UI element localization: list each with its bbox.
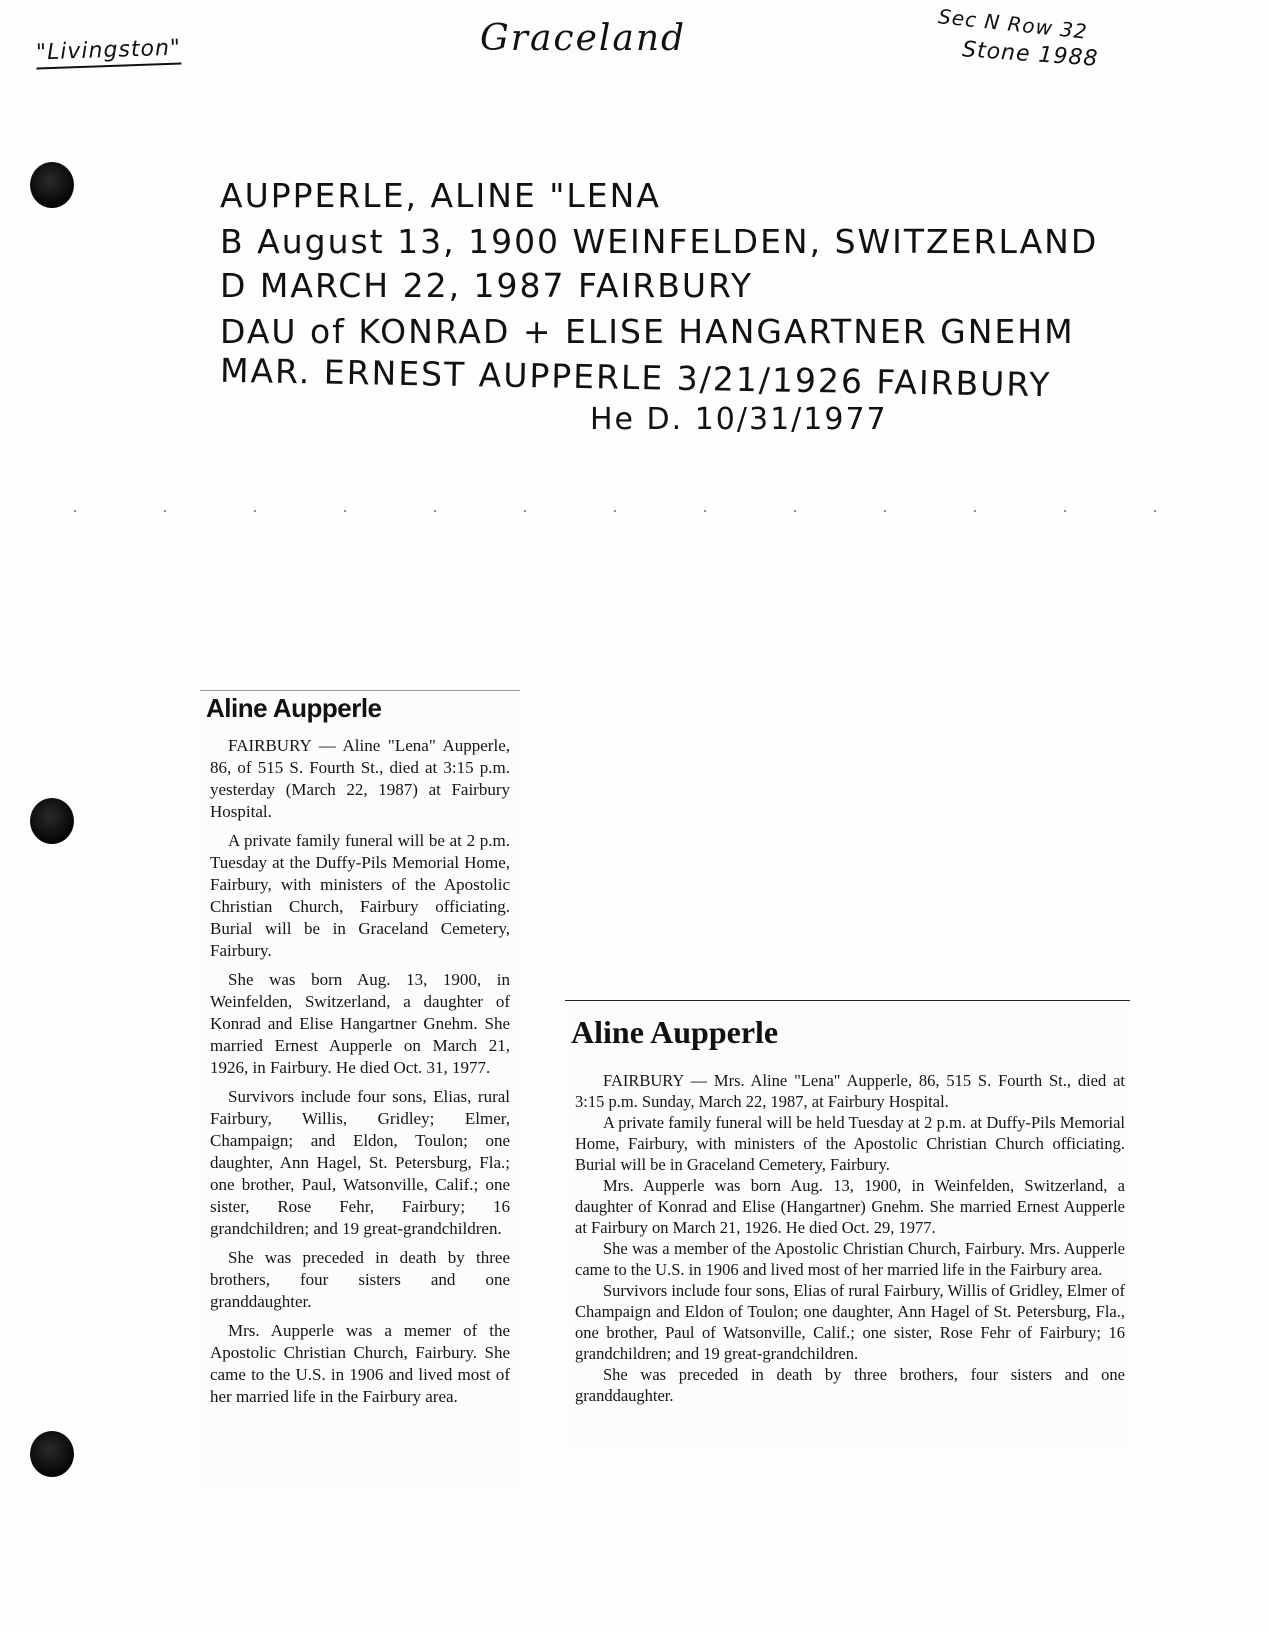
handwritten-spouse-death-line: He D. 10/31/1977: [590, 402, 888, 437]
binder-hole-middle: [30, 798, 74, 844]
clipping-2-headline: Aline Aupperle: [571, 1014, 779, 1050]
handwritten-parents-line: DAU of KONRAD + ELISE HANGARTNER GNEHM: [220, 312, 1075, 351]
stone-note: Stone 1988: [961, 37, 1100, 72]
clipping-1-headline: Aline Aupperle: [206, 693, 382, 723]
clipping-1-body: [210, 735, 510, 1415]
clipping-2-body: [575, 1070, 1125, 1406]
cemetery-note: Graceland: [480, 18, 687, 59]
clipping-1-paragraph: Survivors include four sons, Elias, rural Fairbury, Willis, Gridley; Elmer, Champaign; and Eldon, Toulon; one daughter, Ann Hagel, St. Petersburg, Fla.; one brother, Paul, Watsonville, Calif.; one sister, Rose Fehr, Fairbury; 16 grandchildren; and 19 great-grandchildren.: [210, 1087, 510, 1238]
clipping-2-paragraph: She was a member of the Apostolic Christian Church, Fairbury. Mrs. Aupperle came to the U.S. in 1906 and lived most of her married life in the Fairbury area.: [575, 1239, 1125, 1279]
clipping-1-paragraph: She was preceded in death by three brothers, four sisters and one granddaughter.: [210, 1248, 510, 1311]
clipping-2-paragraph: FAIRBURY — Mrs. Aline "Lena" Aupperle, 86, 515 S. Fourth St., died at 3:15 p.m. Sunday, March 22, 1987, at Fairbury Hospital.: [575, 1071, 1125, 1111]
obituary-clipping-1: [200, 690, 520, 1491]
binder-hole-bottom: [30, 1431, 74, 1477]
clipping-1-paragraph: A private family funeral will be at 2 p.m. Tuesday at the Duffy-Pils Memorial Home, Fairbury, with ministers of the Apostolic Christian Church, Fairbury officiating. Burial will be in Graceland Cemetery, Fairbury.: [210, 831, 510, 960]
clipping-1-paragraph: FAIRBURY — Aline "Lena" Aupperle, 86, of 515 S. Fourth St., died at 3:15 p.m. yesterday (March 22, 1987) at Fairbury Hospital.: [210, 736, 510, 821]
clipping-2-paragraph: A private family funeral will be held Tuesday at 2 p.m. at Duffy-Pils Memorial Home, Fairbury, with ministers of the Apostolic Christian Church officiating. Burial will be in Graceland Cemetery, Fairbury.: [575, 1113, 1125, 1174]
plot-note: Sec N Row 32: [937, 4, 1089, 44]
location-note: "Livingston": [36, 35, 182, 69]
handwritten-death-line: D MARCH 22, 1987 FAIRBURY: [220, 266, 753, 305]
scan-dot-artifacts: [30, 510, 1180, 512]
clipping-2-top-rule: [565, 1000, 1130, 1001]
clipping-2-paragraph: Mrs. Aupperle was born Aug. 13, 1900, in Weinfelden, Switzerland, a daughter of Konrad and Elise (Hangartner) Gnehm. She married Ernest Aupperle at Fairbury on March 21, 1926. He died Oct. 29, 1977.: [575, 1176, 1125, 1237]
handwritten-name-line: AUPPERLE, ALINE "LENA: [220, 176, 661, 215]
handwritten-marriage-line: MAR. ERNEST AUPPERLE 3/21/1926 FAIRBURY: [219, 350, 1052, 405]
binder-hole-top: [30, 162, 74, 208]
clipping-1-paragraph: Mrs. Aupperle was a memer of the Apostolic Christian Church, Fairbury. She came to the U.S. in 1906 and lived most of her married life in the Fairbury area.: [210, 1321, 510, 1406]
handwritten-birth-line: B August 13, 1900 WEINFELDEN, SWITZERLAND: [220, 222, 1099, 261]
clipping-2-paragraph: Survivors include four sons, Elias of rural Fairbury, Willis of Gridley, Elmer of Champaign and Eldon of Toulon; one daughter, Ann Hagel of St. Petersburg, Fla., one brother, Paul of Watsonville, Calif.; one sister, Rose Fehr of Fairbury; 16 grandchildren; and 19 great-grandchildren.: [575, 1281, 1125, 1363]
obituary-clipping-2: [565, 1000, 1130, 1450]
clipping-1-paragraph: She was born Aug. 13, 1900, in Weinfelden, Switzerland, a daughter of Konrad and Elise Hangartner Gnehm. She married Ernest Aupperle on March 21, 1926, in Fairbury. He died Oct. 31, 1977.: [210, 970, 510, 1077]
clipping-2-paragraph: She was preceded in death by three brothers, four sisters and one granddaughter.: [575, 1365, 1125, 1405]
